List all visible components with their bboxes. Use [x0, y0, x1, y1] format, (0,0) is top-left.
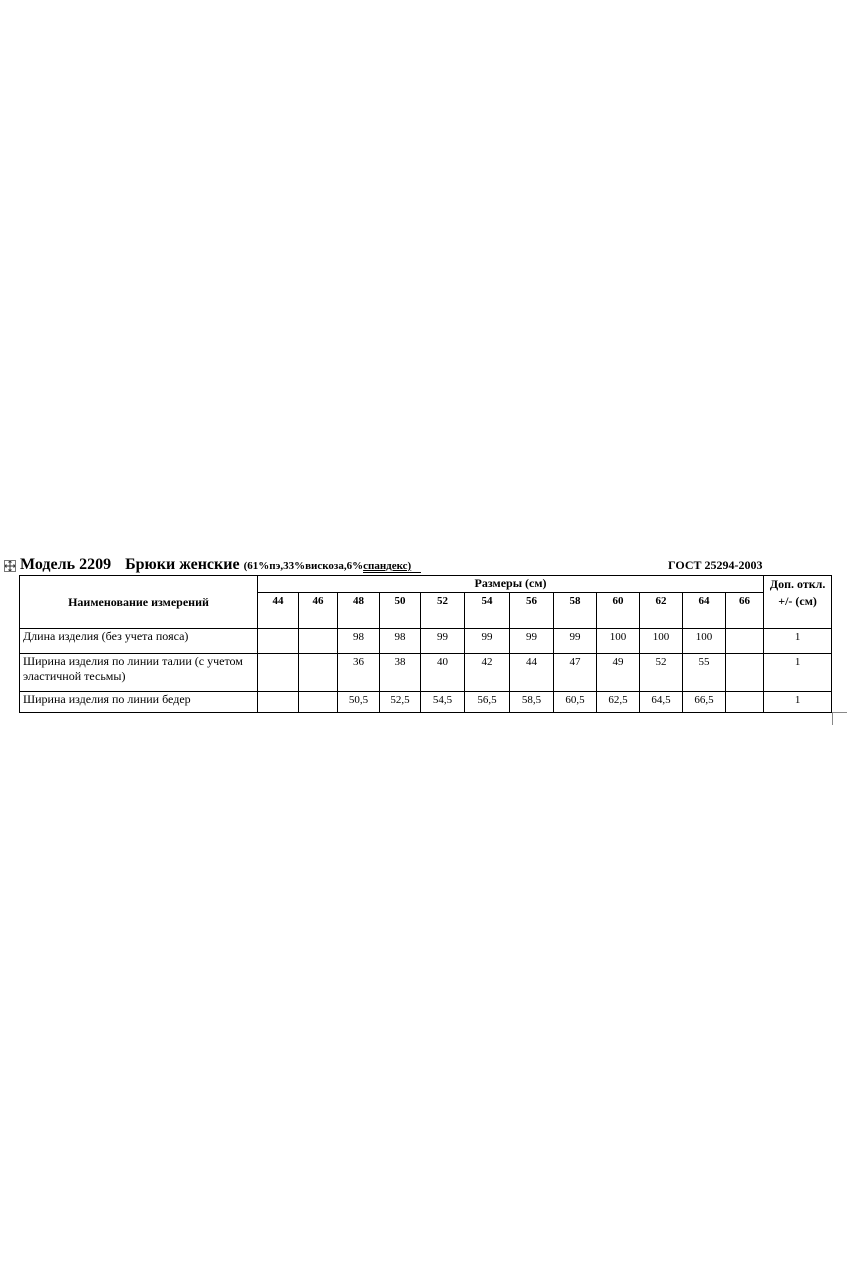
table-cell: 47 — [554, 654, 597, 692]
table-cell — [258, 692, 299, 713]
size-header: 58 — [554, 593, 597, 629]
measurement-name: Ширина изделия по линии талии (с учетом эластичной тесьмы) — [20, 654, 258, 692]
measurement-name: Ширина изделия по линии бедер — [20, 692, 258, 713]
tolerance-header: Доп. откл. +/- (см) — [764, 576, 832, 629]
table-cell: 100 — [640, 629, 683, 654]
size-header: 48 — [338, 593, 380, 629]
table-cell: 49 — [597, 654, 640, 692]
document-title-line — [20, 556, 810, 576]
size-header: 60 — [597, 593, 640, 629]
table-cell — [726, 692, 764, 713]
table-cell — [258, 629, 299, 654]
tolerance-cell: 1 — [764, 629, 832, 654]
table-cell: 62,5 — [597, 692, 640, 713]
table-cell — [299, 654, 338, 692]
size-header: 56 — [510, 593, 554, 629]
table-cell: 38 — [380, 654, 421, 692]
table-cell: 99 — [510, 629, 554, 654]
table-cell: 55 — [683, 654, 726, 692]
gost-standard: ГОСТ 25294-2003 — [668, 558, 763, 572]
table-cell — [726, 629, 764, 654]
table-cell: 60,5 — [554, 692, 597, 713]
table-cell — [299, 692, 338, 713]
size-chart-table — [19, 575, 832, 713]
size-header: 44 — [258, 593, 299, 629]
size-header: 50 — [380, 593, 421, 629]
size-header: 66 — [726, 593, 764, 629]
table-row — [20, 692, 832, 713]
table-row — [20, 629, 832, 654]
size-header: 46 — [299, 593, 338, 629]
table-cell: 66,5 — [683, 692, 726, 713]
product-name: Брюки женские — [125, 556, 240, 573]
tolerance-cell: 1 — [764, 654, 832, 692]
table-cell — [299, 629, 338, 654]
table-cell — [726, 654, 764, 692]
table-cell: 54,5 — [421, 692, 465, 713]
table-cell — [258, 654, 299, 692]
table-cell: 40 — [421, 654, 465, 692]
table-cell: 64,5 — [640, 692, 683, 713]
table-cell: 52,5 — [380, 692, 421, 713]
table-cell: 42 — [465, 654, 510, 692]
table-cell: 58,5 — [510, 692, 554, 713]
table-cell: 99 — [421, 629, 465, 654]
fabric-composition: (61%пэ,33%вискоза,6% — [243, 560, 364, 572]
tolerance-cell: 1 — [764, 692, 832, 713]
size-header: 52 — [421, 593, 465, 629]
measurement-name-header: Наименование измерений — [20, 576, 258, 629]
table-cell: 99 — [465, 629, 510, 654]
size-header: 62 — [640, 593, 683, 629]
table-move-handle-icon[interactable] — [4, 560, 16, 572]
table-cell: 99 — [554, 629, 597, 654]
fabric-composition-spandex: спандекс) — [363, 560, 421, 573]
sizes-header: Размеры (см) — [258, 576, 764, 593]
size-header: 64 — [683, 593, 726, 629]
table-cell: 98 — [338, 629, 380, 654]
table-cell: 100 — [683, 629, 726, 654]
measurement-name: Длина изделия (без учета пояса) — [20, 629, 258, 654]
table-row — [20, 654, 832, 692]
table-cell: 44 — [510, 654, 554, 692]
size-header: 54 — [465, 593, 510, 629]
table-cell: 36 — [338, 654, 380, 692]
table-cell: 52 — [640, 654, 683, 692]
table-cell: 98 — [380, 629, 421, 654]
table-header-row — [20, 576, 832, 593]
table-cell: 50,5 — [338, 692, 380, 713]
table-end-marker — [832, 712, 847, 725]
table-cell: 100 — [597, 629, 640, 654]
model-number: Модель 2209 — [20, 556, 112, 573]
table-cell: 56,5 — [465, 692, 510, 713]
